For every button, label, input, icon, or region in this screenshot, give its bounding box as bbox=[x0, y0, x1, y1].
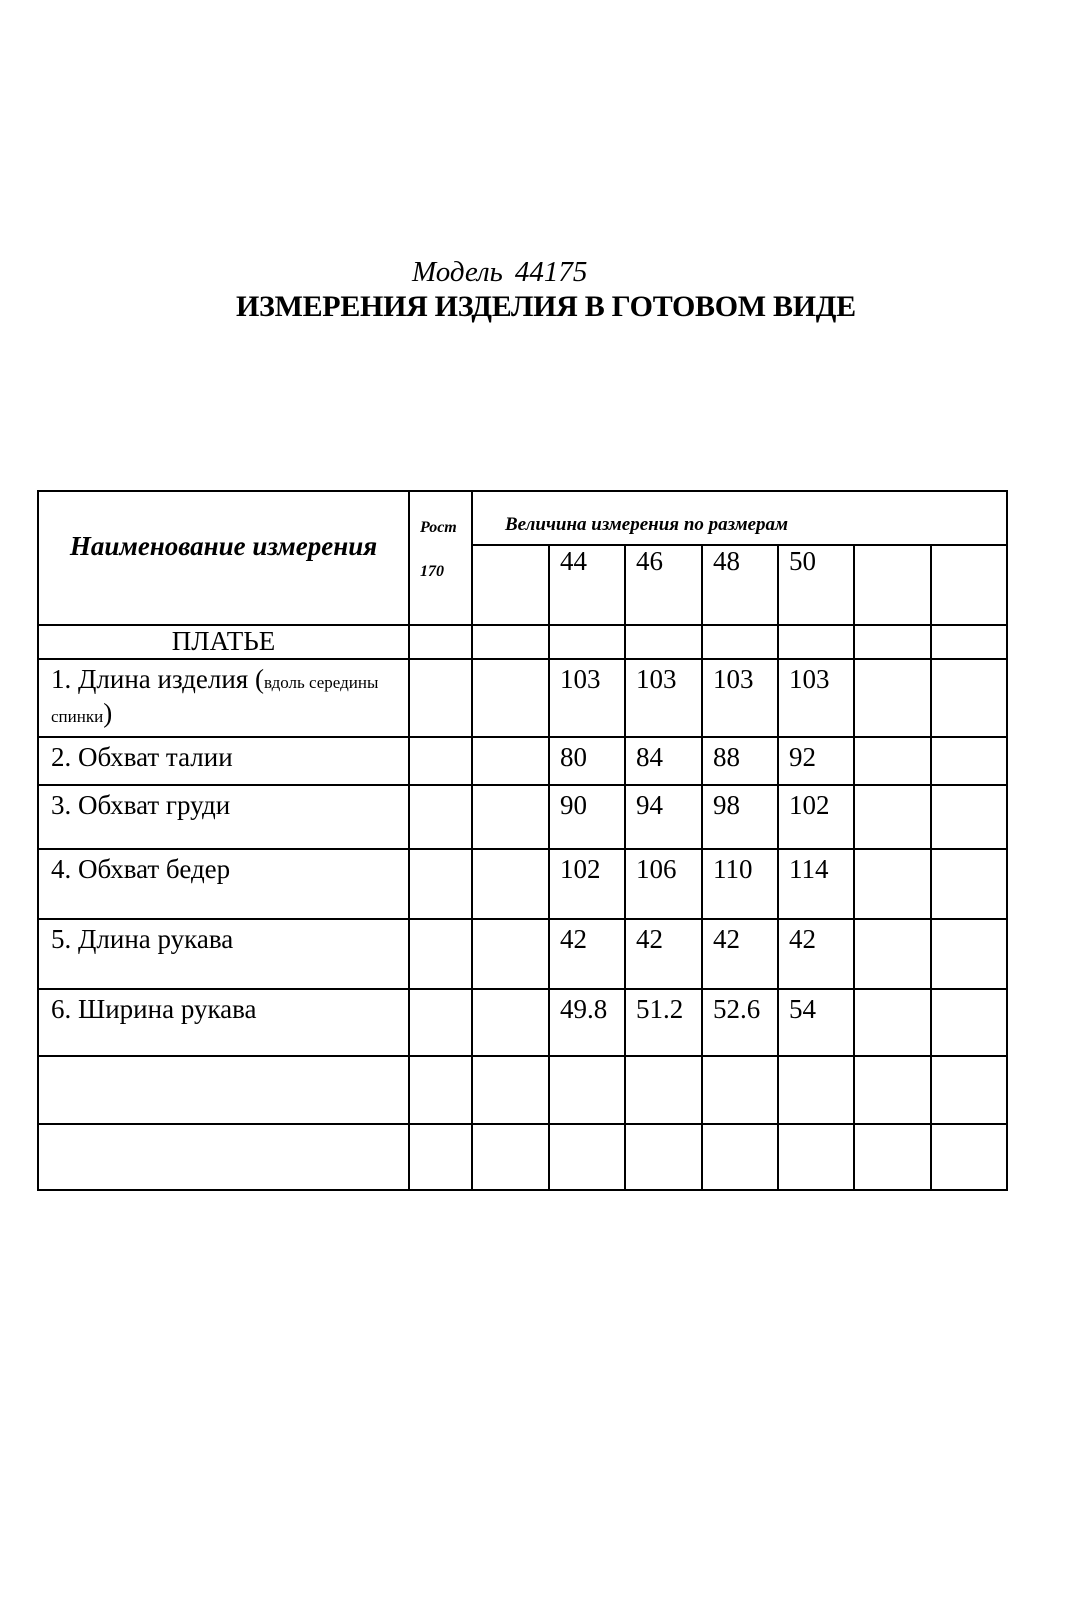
measurements-table bbox=[37, 490, 1008, 1191]
value-cell: 106 bbox=[625, 849, 702, 919]
measurement-label: 2. Обхват талии bbox=[38, 737, 409, 785]
value-cell: 52.6 bbox=[702, 989, 778, 1056]
value-cell: 42 bbox=[702, 919, 778, 989]
value-cell: 103 bbox=[702, 659, 778, 737]
table-row bbox=[38, 989, 1007, 1056]
measurement-name-header: Наименование измерения bbox=[38, 491, 409, 625]
empty-cell bbox=[854, 545, 931, 625]
value-cell: 98 bbox=[702, 785, 778, 849]
section-title: ПЛАТЬЕ bbox=[38, 625, 409, 659]
measurement-label: 4. Обхват бедер bbox=[38, 849, 409, 919]
section-row bbox=[38, 625, 1007, 659]
measurement-note: вдоль середины спинки bbox=[51, 673, 379, 726]
value-cell: 103 bbox=[549, 659, 625, 737]
value-cell: 114 bbox=[778, 849, 854, 919]
model-label: Модель bbox=[412, 256, 503, 288]
height-header bbox=[409, 491, 472, 625]
measurement-label: 6. Ширина рукава bbox=[38, 989, 409, 1056]
table-row bbox=[38, 849, 1007, 919]
size-44: 44 bbox=[549, 545, 625, 625]
measurement-label: 3. Обхват груди bbox=[38, 785, 409, 849]
value-cell: 42 bbox=[778, 919, 854, 989]
size-50: 50 bbox=[778, 545, 854, 625]
value-cell: 42 bbox=[549, 919, 625, 989]
value-cell: 94 bbox=[625, 785, 702, 849]
measurement-label: 1. Длина изделия (вдоль середины спинки) bbox=[38, 659, 409, 737]
model-number: 44175 bbox=[514, 256, 588, 288]
value-cell: 42 bbox=[625, 919, 702, 989]
value-cell: 90 bbox=[549, 785, 625, 849]
sizes-header: Величина измерения по размерам bbox=[472, 491, 1007, 545]
document-title: ИЗМЕРЕНИЯ ИЗДЕЛИЯ В ГОТОВОМ ВИДЕ bbox=[236, 290, 856, 323]
height-label: Рост bbox=[420, 519, 457, 536]
value-cell: 54 bbox=[778, 989, 854, 1056]
value-cell: 103 bbox=[778, 659, 854, 737]
size-48: 48 bbox=[702, 545, 778, 625]
value-cell: 103 bbox=[625, 659, 702, 737]
table-row bbox=[38, 737, 1007, 785]
value-cell: 84 bbox=[625, 737, 702, 785]
empty-cell bbox=[472, 545, 549, 625]
value-cell: 102 bbox=[778, 785, 854, 849]
size-46: 46 bbox=[625, 545, 702, 625]
table-row bbox=[38, 919, 1007, 989]
value-cell: 102 bbox=[549, 849, 625, 919]
value-cell: 88 bbox=[702, 737, 778, 785]
table-row bbox=[38, 785, 1007, 849]
table-row bbox=[38, 659, 1007, 737]
measurement-label: 5. Длина рукава bbox=[38, 919, 409, 989]
value-cell: 92 bbox=[778, 737, 854, 785]
value-cell: 49.8 bbox=[549, 989, 625, 1056]
row-label: 1. Длина изделия bbox=[51, 664, 249, 694]
empty-cell bbox=[931, 545, 1007, 625]
model-heading bbox=[412, 256, 587, 289]
table-header-row bbox=[38, 491, 1007, 545]
empty-row bbox=[38, 1124, 1007, 1190]
value-cell: 51.2 bbox=[625, 989, 702, 1056]
empty-row bbox=[38, 1056, 1007, 1124]
height-value: 170 bbox=[420, 563, 444, 580]
value-cell: 110 bbox=[702, 849, 778, 919]
value-cell: 80 bbox=[549, 737, 625, 785]
